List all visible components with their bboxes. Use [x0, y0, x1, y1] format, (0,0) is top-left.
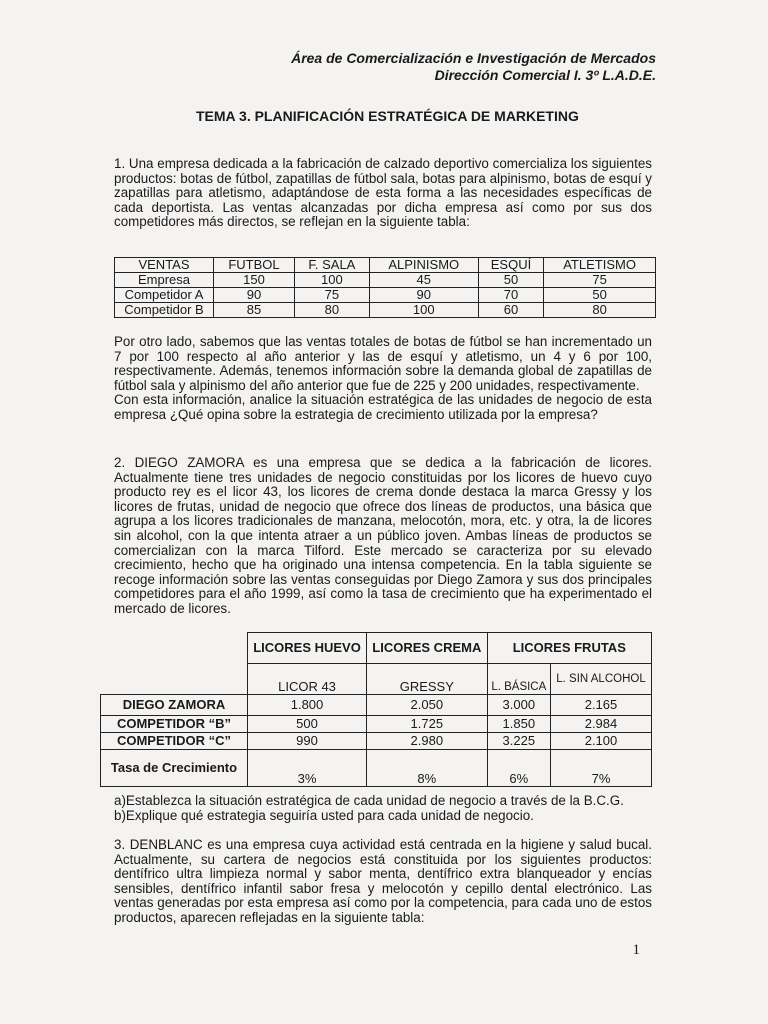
table-cell: 45 [369, 273, 478, 288]
page-title: TEMA 3. PLANIFICACIÓN ESTRATÉGICA DE MARKETING [196, 108, 579, 124]
page-header [291, 50, 656, 84]
table-header-cell: F. SALA [294, 258, 369, 273]
table-subheader-cell: GRESSY [367, 664, 488, 695]
table-cell: Competidor B [115, 303, 214, 318]
table-cell: 90 [214, 288, 295, 303]
table-cell: 1.800 [248, 695, 367, 716]
table-cell: 70 [478, 288, 543, 303]
table-row-label: COMPETIDOR “B” [101, 716, 248, 733]
table-row-label: DIEGO ZAMORA [101, 695, 248, 716]
table-header-row [115, 258, 656, 273]
table-row [115, 273, 656, 288]
empty-corner-cell [101, 633, 248, 695]
question-3-intro: 3. DENBLANC es una empresa cuya actividad está centrada en la higiene y salud bucal. Actualmente, su cartera de negocios está constituida por los siguientes productos: dentífrico ultra limpieza normal y sabor menta, dentífrico extra blanqueador y encías sensibles, dentífrico infantil sabor fresa y melocotón y cepillo dental electrónico. Las ventas generadas por esta empresa así como por la competencia, para cada uno de estos productos, aparecen reflejadas en la siguiente tabla: [114, 837, 652, 925]
table-cell: 85 [214, 303, 295, 318]
table-row-label: COMPETIDOR “C” [101, 733, 248, 750]
page-number: 1 [632, 942, 640, 958]
table-cell: 990 [248, 733, 367, 750]
table-cell: 90 [369, 288, 478, 303]
table-cell: 3.225 [487, 733, 550, 750]
table-row [101, 695, 652, 716]
table-row [101, 716, 652, 733]
table-cell: 1.725 [367, 716, 488, 733]
table-header-cell: ALPINISMO [369, 258, 478, 273]
header-department: Área de Comercialización e Investigación de Mercados [291, 50, 656, 66]
table-cell: 8% [367, 750, 488, 787]
table-header-cell: ESQUÍ [478, 258, 543, 273]
table-header-cell: ATLETISMO [544, 258, 656, 273]
question-2-intro: 2. DIEGO ZAMORA es una empresa que se dedica a la fabricación de licores. Actualmente tiene tres unidades de negocio constituidas por los licores de huevo cuyo producto rey es el licor 43, los licores de crema donde destaca la marca Gressy y los licores de frutas, unidad de negocio que ofrece dos líneas de productos, una básica que agrupa a los licores tradicionales de manzana, melocotón, mora, etc. y otra, la de licores sin alcohol, con la que intenta atraer a un público joven. Ambas líneas de productos se comercializan con la marca Tilford. Este mercado se caracteriza por su elevado crecimiento, hecho que ha originado una intensa competencia. En la tabla siguiente se recoge información sobre las ventas conseguidas por Diego Zamora y sus dos principales competidores para el año 1999, así como la tasa de crecimiento que ha experimentado el mercado de licores. [114, 455, 652, 616]
table-group-cell: LICORES HUEVO [248, 633, 367, 664]
table-cell: Empresa [115, 273, 214, 288]
question-2-tasks: a)Establezca la situación estratégica de cada unidad de negocio a través de la B.C.G. b)Explique qué estrategia seguiría usted para cada unidad de negocio. [114, 793, 624, 823]
table-row-label: Tasa de Crecimiento [101, 750, 248, 787]
table-header-cell: VENTAS [115, 258, 214, 273]
table-cell: 100 [369, 303, 478, 318]
table-cell: 7% [551, 750, 652, 787]
table-cell: 2.165 [551, 695, 652, 716]
table-row [101, 733, 652, 750]
table-cell: 100 [294, 273, 369, 288]
table-subheader-cell: LICOR 43 [248, 664, 367, 695]
table-cell: 2.100 [551, 733, 652, 750]
table-cell: 80 [294, 303, 369, 318]
table-header-cell: FUTBOL [214, 258, 295, 273]
table-cell: 80 [544, 303, 656, 318]
table-row [115, 303, 656, 318]
table-subheader-cell: L. SIN ALCOHOL [551, 664, 652, 695]
table-cell: 6% [487, 750, 550, 787]
table-cell: 50 [544, 288, 656, 303]
table-cell: 75 [544, 273, 656, 288]
table-cell: 75 [294, 288, 369, 303]
table-group-row [101, 633, 652, 664]
table-cell: 3% [248, 750, 367, 787]
question-1-context: Por otro lado, sabemos que las ventas totales de botas de fútbol se han incrementado un 7 por 100 respecto al año anterior y las de esquí y atletismo, un 4 y 6 por 100, respectivamente. Además, tenemos información sobre la demanda global de zapatillas de fútbol sala y alpinismo del año anterior que fue de 225 y 200 unidades, respectivamente. Con esta información, analice la situación estratégica de las unidades de negocio de esta empresa ¿Qué opina sobre la estrategia de crecimiento utilizada por la empresa? [114, 334, 652, 422]
table-cell: 50 [478, 273, 543, 288]
question-1-intro: 1. Una empresa dedicada a la fabricación de calzado deportivo comercializa los siguientes productos: botas de fútbol, zapatillas de fútbol sala, botas para alpinismo, botas de esquí y zapatillas para atletismo, adaptándose de esta forma a las necesidades específicas de cada deportista. Las ventas alcanzadas por dicha empresa así como por sus dos competidores más directos, se reflejan en la siguiente tabla: [114, 156, 652, 230]
table-group-cell: LICORES CREMA [367, 633, 488, 664]
table-cell: 2.984 [551, 716, 652, 733]
table-cell: 1.850 [487, 716, 550, 733]
table-row [115, 288, 656, 303]
sales-table-1 [114, 257, 656, 318]
table-subheader-cell: L. BÁSICA [487, 664, 550, 695]
sales-table-2 [100, 632, 652, 787]
table-cell: 2.980 [367, 733, 488, 750]
table-cell: 2.050 [367, 695, 488, 716]
header-course: Dirección Comercial I. 3º L.A.D.E. [434, 67, 656, 83]
table-cell: 60 [478, 303, 543, 318]
table-cell: 500 [248, 716, 367, 733]
table-cell: Competidor A [115, 288, 214, 303]
table-cell: 3.000 [487, 695, 550, 716]
table-cell: 150 [214, 273, 295, 288]
table-group-cell: LICORES FRUTAS [487, 633, 651, 664]
table-row [101, 750, 652, 787]
